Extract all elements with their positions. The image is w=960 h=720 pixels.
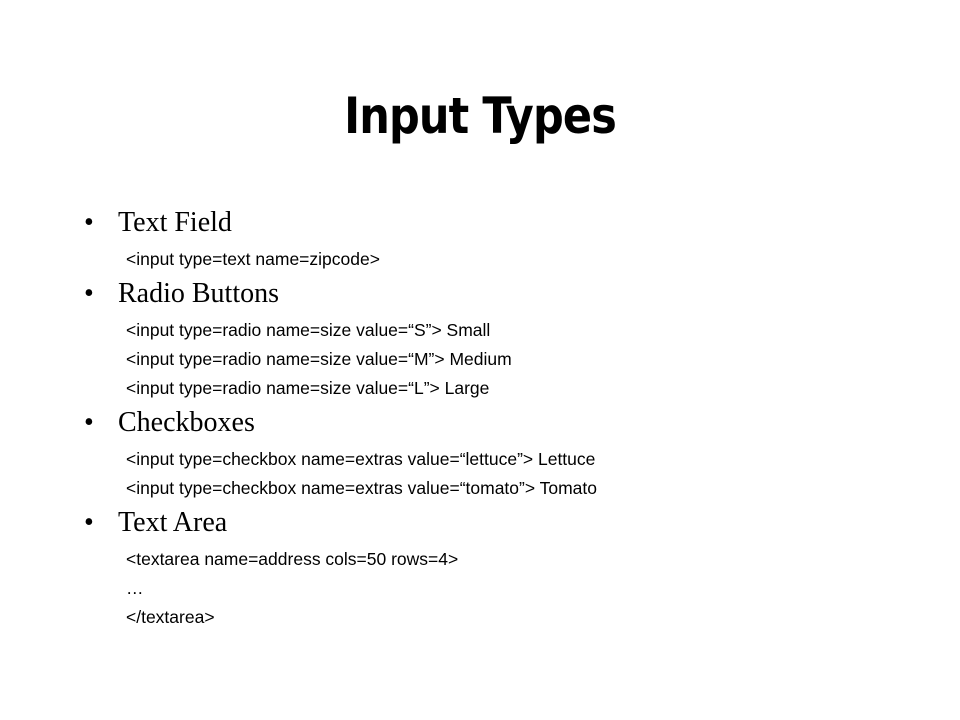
bullet-icon: • xyxy=(84,207,94,238)
bullet-icon: • xyxy=(84,407,94,438)
bullet-heading-label: Radio Buttons xyxy=(118,278,280,309)
bullet-heading-text-field xyxy=(84,206,924,240)
code-line: </textarea> xyxy=(126,607,215,627)
code-line: <input type=checkbox name=extras value=“tomato”> Tomato xyxy=(126,478,597,498)
bullet-heading-label: Text Field xyxy=(118,207,232,238)
bullet-icon: • xyxy=(84,278,94,309)
code-line: <input type=checkbox name=extras value=“lettuce”> Lettuce xyxy=(126,449,596,469)
code-line: … xyxy=(126,578,144,598)
bullet-list xyxy=(84,206,924,632)
bullet-heading-label: Checkboxes xyxy=(118,407,255,438)
code-line: <input type=text name=zipcode> xyxy=(126,249,380,269)
code-line: <input type=radio name=size value=“M”> Medium xyxy=(126,349,512,369)
bullet-heading-label: Text Area xyxy=(118,507,228,538)
slide-title: Input Types xyxy=(344,87,616,145)
bullet-heading-checkboxes xyxy=(84,406,924,440)
code-line: <input type=radio name=size value=“S”> Small xyxy=(126,320,491,340)
bullet-icon: • xyxy=(84,507,94,538)
code-line: <input type=radio name=size value=“L”> Large xyxy=(126,378,490,398)
bullet-heading-radio-buttons xyxy=(84,277,924,311)
bullet-heading-text-area xyxy=(84,506,924,540)
code-line: <textarea name=address cols=50 rows=4> xyxy=(126,549,459,569)
